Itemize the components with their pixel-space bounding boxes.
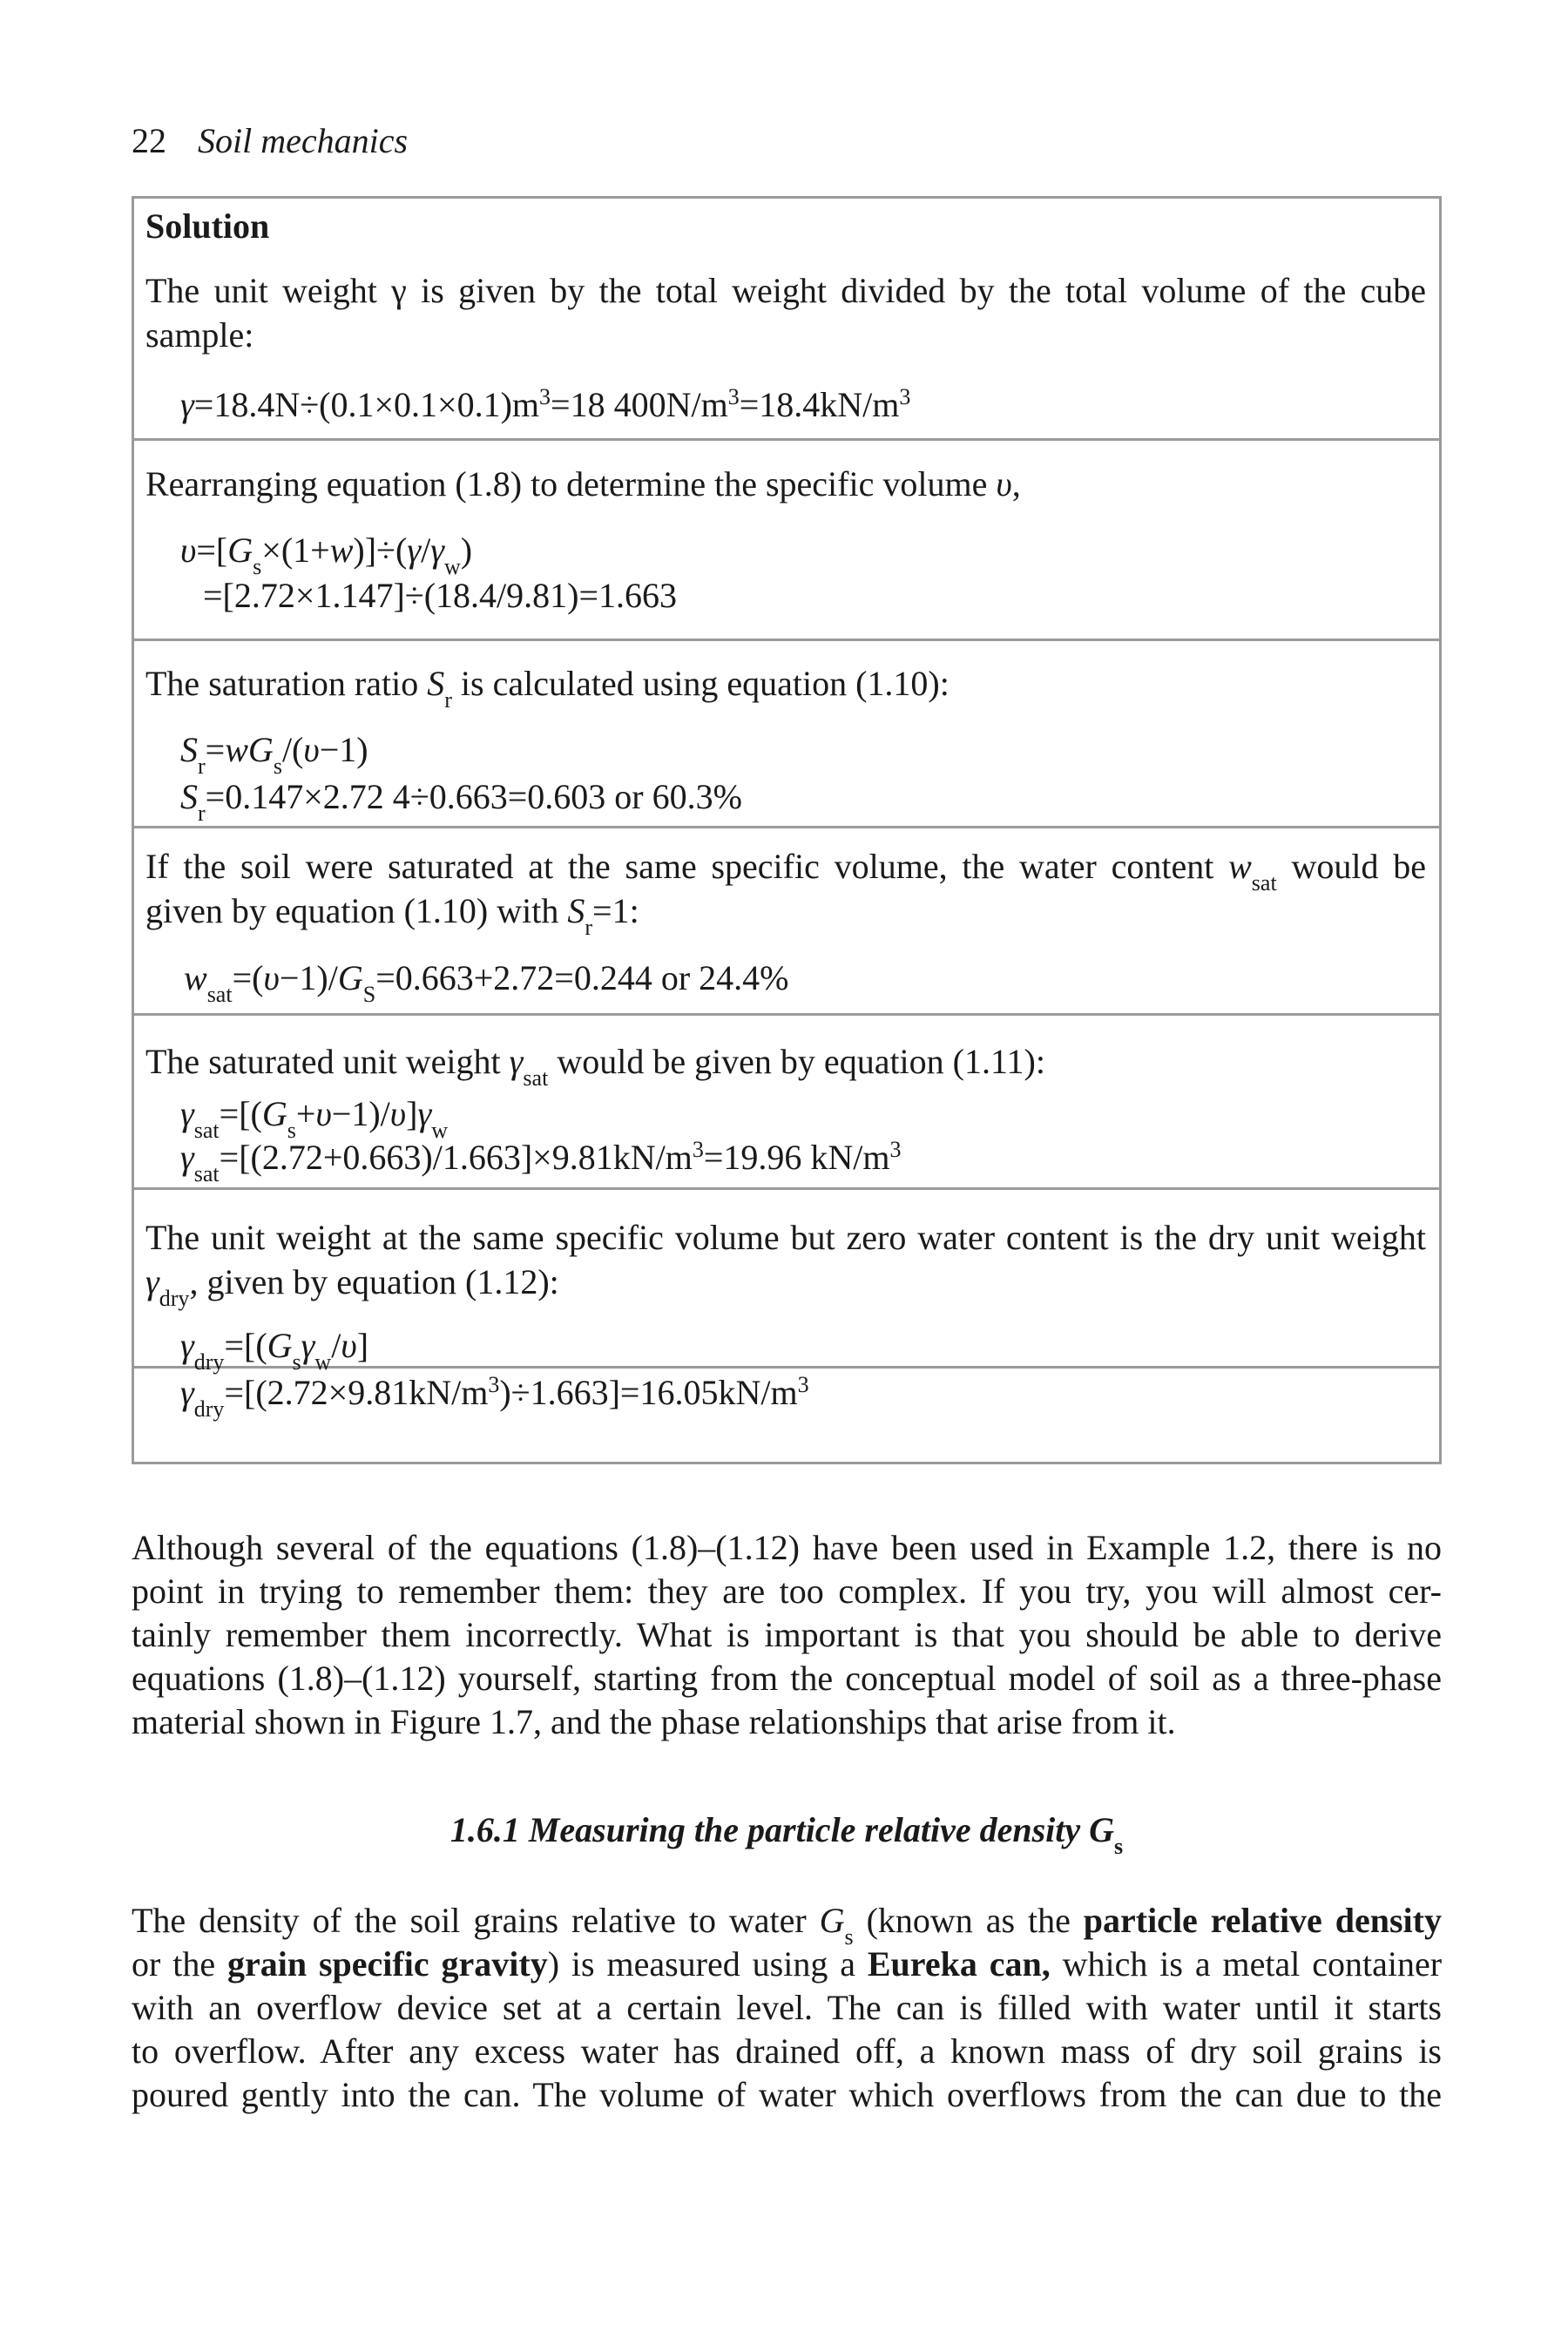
- body-text-line: Although several of the equations (1.8)–(1.12) have been used in Example 1.2, there is no: [132, 1528, 1442, 1567]
- equation-saturation-ratio-value: $S_r=0.147\times 2.72$ 4÷0.663=0.603 or 60.3%: [180, 777, 742, 826]
- solution-text-line: The unit weight at the same specific volume but zero water content is the dry unit weight: [145, 1218, 1426, 1257]
- solution-heading: Solution: [145, 206, 270, 246]
- equation-saturated-unit-weight: $\gamma_{sat}=[(G_s+\upsilon-1)/\upsilon]\gamma_w$: [180, 1094, 449, 1143]
- solution-text-line: The saturated unit weight $\gamma_{sat}$ would be given by equation (1.11):: [145, 1042, 1045, 1091]
- equation-dry-unit-weight: $\gamma_{dry}=[(G_s\gamma_w/\upsilon]$: [180, 1326, 369, 1375]
- body-text-line: point in trying to remember them: they are too complex. If you try, you will almost cer-: [132, 1571, 1442, 1611]
- section-text-line: The density of the soil grains relative to water $G_s$ (known as the particle relative density: [132, 1901, 1442, 1950]
- equation-saturation-ratio: $S_r=wG_s/(\upsilon-1)$: [180, 730, 368, 779]
- solution-text-line: sample:: [145, 315, 254, 355]
- section-heading: 1.6.1 Measuring the particle relative density $G_s$: [449, 1810, 1124, 1859]
- body-text-line: material shown in Figure 1.7, and the phase relationships that arise from it.: [132, 1702, 1176, 1741]
- body-text-line: equations (1.8)–(1.12) yourself, starting from the conceptual model of soil as a three-phase: [132, 1659, 1442, 1698]
- solution-text-line: Rearranging equation (1.8) to determine the specific volume υ,: [145, 464, 1021, 504]
- page-number: 22: [132, 121, 166, 160]
- solution-text-line: If the soil were saturated at the same specific volume, the water content $w_{sat}$ would be: [145, 847, 1426, 896]
- separator: [134, 438, 1439, 441]
- solution-text-line: The saturation ratio $S_r$ is calculated using equation (1.10):: [145, 664, 950, 713]
- running-header: [132, 120, 408, 162]
- equation-unit-weight: $\gamma=18.4N\div(0.1\times 0.1\times 0.1)m^3=18$ $400N/m^3=18.4kN/m^3$: [180, 384, 911, 424]
- separator: [134, 639, 1439, 641]
- section-text-line: to overflow. After any excess water has drained off, a known mass of dry soil grains is: [132, 2031, 1442, 2071]
- solution-text-line: $\gamma_{dry}$, given by equation (1.12):: [145, 1262, 559, 1311]
- solution-text-line: The unit weight γ is given by the total weight divided by the total volume of the cube: [145, 271, 1426, 310]
- solution-text-line: given by equation (1.10) with $S_r=1$:: [145, 891, 639, 940]
- section-text-line: poured gently into the can. The volume of water which overflows from the can due to the: [132, 2075, 1442, 2114]
- separator: [134, 826, 1439, 828]
- equation-specific-volume: $\upsilon=[G_s\times(1+w)]\div(\gamma/\gamma_w)$: [180, 531, 473, 579]
- equation-specific-volume-value: =[2.72×1.147]÷(18.4/9.81)=1.663: [203, 576, 678, 615]
- equation-dry-unit-weight-value: $\gamma_{dry}=[(2.72\times 9.81kN/m^3)\div 1.663]=16.05kN/m^3$: [180, 1372, 809, 1422]
- running-title: Soil mechanics: [198, 121, 409, 160]
- section-text-line: or the grain specific gravity) is measured using a Eureka can, which is a metal container: [132, 1944, 1443, 1984]
- body-text-line: tainly remember them incorrectly. What is important is that you should be able to derive: [132, 1615, 1442, 1654]
- equation-saturated-unit-weight-value: $\gamma_{sat}=[(2.72+0.663)/1.663]\times 9.81kN/m^3=19.96$ $kN/m^3$: [180, 1137, 902, 1186]
- section-text-line: with an overflow device set at a certain level. The can is filled with water until it starts: [132, 1988, 1442, 2027]
- equation-water-content-sat: $w_{sat}=(\upsilon-1)/G_S=0.663+2.72=0.244$ or 24.4%: [184, 958, 789, 1007]
- separator: [134, 1013, 1439, 1016]
- separator: [134, 1187, 1439, 1190]
